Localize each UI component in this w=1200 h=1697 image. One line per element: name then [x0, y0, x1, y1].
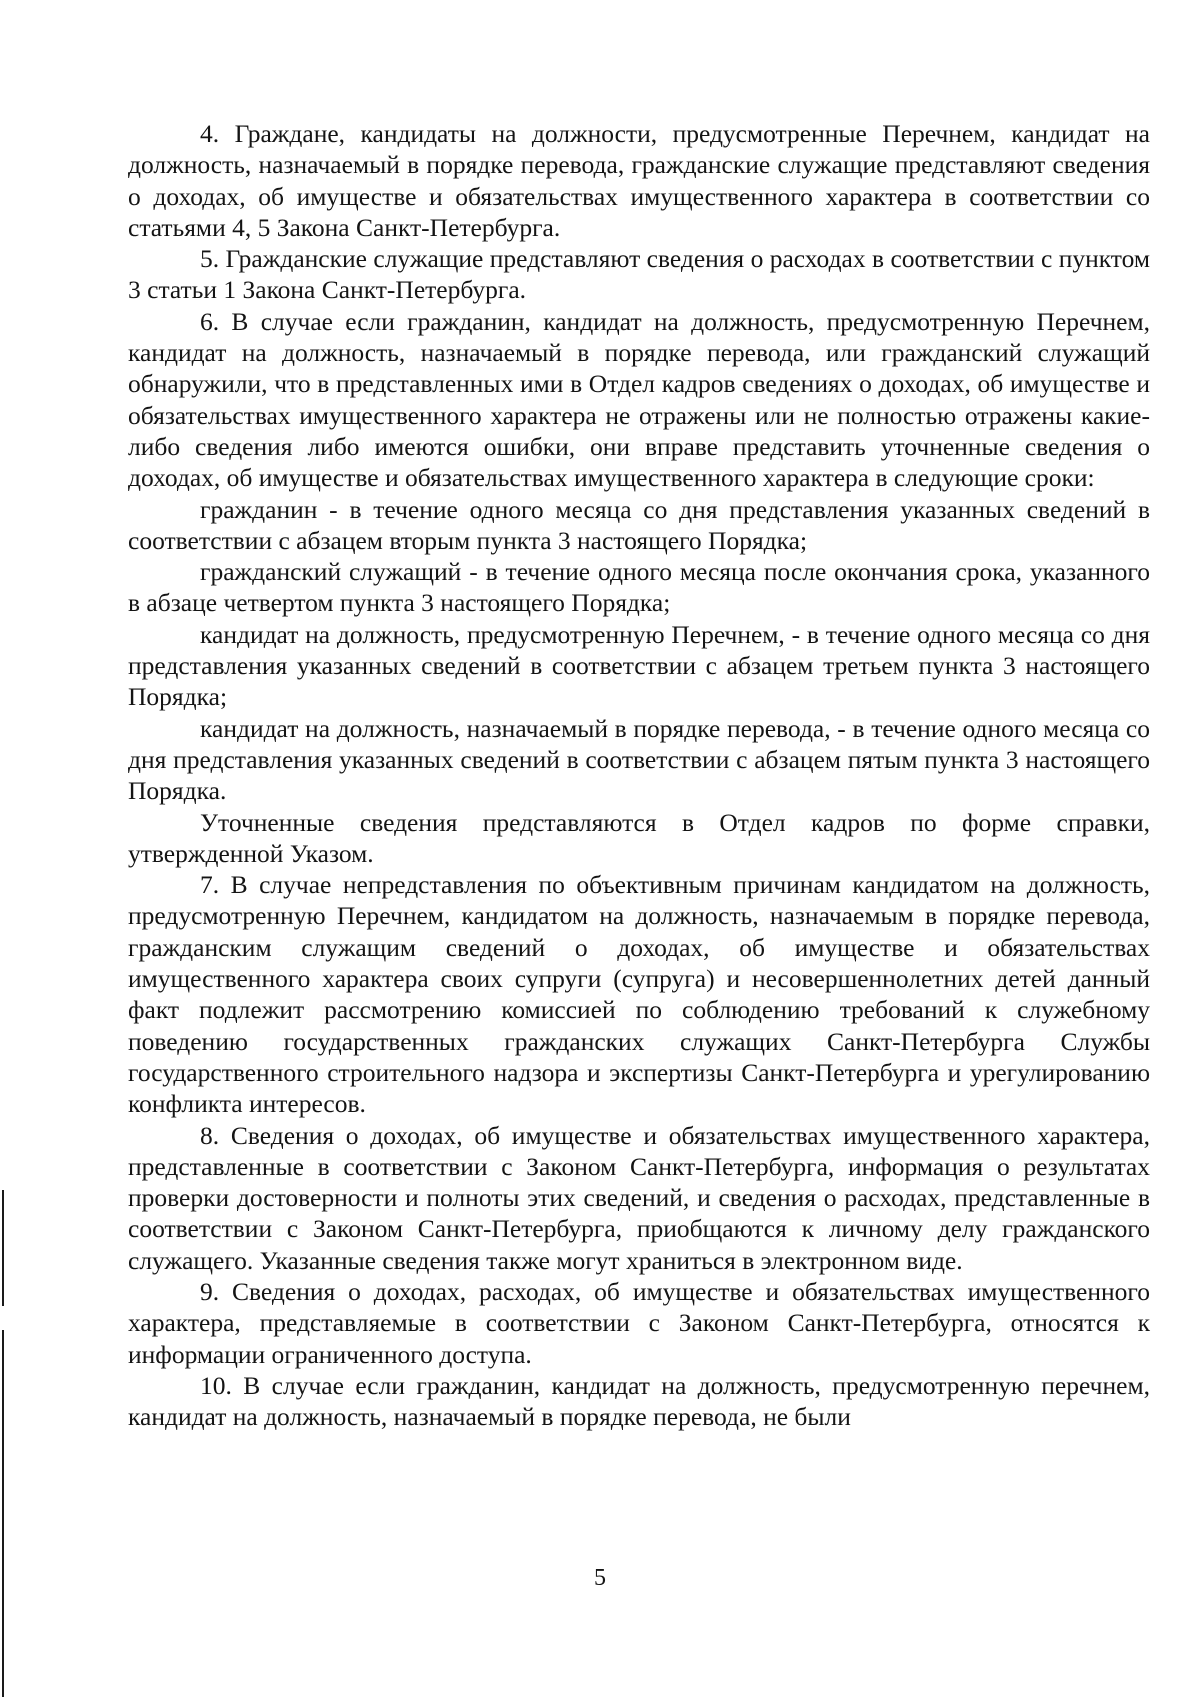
paragraph-5: 5. Гражданские служащие представляют сведения о расходах в соответствии с пунктом 3 статьи 1 Закона Санкт-Петербурга.	[128, 244, 1150, 305]
paragraph-6-transfer-candidate: кандидат на должность, назначаемый в порядке перевода, - в течение одного месяца со дня представления указанных сведений в соответствии с абзацем пятым пункта 3 настоящего Порядка.	[128, 713, 1150, 806]
paragraph-9: 9. Сведения о доходах, расходах, об имуществе и обязательствах имущественного характера, представляемые в соответствии с Законом Санкт-Петербурга, относятся к информации ограниченного доступа.	[128, 1276, 1150, 1369]
scan-edge-line	[2, 1190, 4, 1306]
paragraph-6-civil-servant: гражданский служащий - в течение одного месяца после окончания срока, указанного в абзаце четвертом пункта 3 настоящего Порядка;	[128, 557, 1150, 618]
paragraph-6: 6. В случае если гражданин, кандидат на должность, предусмотренную Перечнем, кандидат на должность, назначаемый в порядке перевода, или гражданский служащий обнаружили, что в представленных ими в Отдел кадров сведениях о доходах, об имуществе и обязательствах имущественного характера не отражены или не полностью отражены какие-либо сведения либо имеются ошибки, они вправе представить уточненные сведения о доходах, об имуществе и обязательствах имущественного характера в следующие сроки:	[128, 306, 1150, 493]
paragraph-8: 8. Сведения о доходах, об имуществе и обязательствах имущественного характера, представленные в соответствии с Законом Санкт-Петербурга, информация о результатах проверки достоверности и полноты этих сведений, и сведения о расходах, представленные в соответствии с Законом Санкт-Петербурга, приобщаются к личному делу гражданского служащего. Указанные сведения также могут храниться в электронном виде.	[128, 1120, 1150, 1275]
paragraph-4: 4. Граждане, кандидаты на должности, предусмотренные Перечнем, кандидат на должность, назначаемый в порядке перевода, гражданские служащие представляют сведения о доходах, об имуществе и обязательствах имущественного характера в соответствии со статьями 4, 5 Закона Санкт-Петербурга.	[128, 119, 1150, 242]
scan-edge-line	[2, 1330, 4, 1697]
document-body	[128, 118, 1150, 1432]
paragraph-6-clarified-info: Уточненные сведения представляются в Отдел кадров по форме справки, утвержденной Указом.	[128, 807, 1150, 868]
paragraph-7: 7. В случае непредставления по объективным причинам кандидатом на должность, предусмотренную Перечнем, кандидатом на должность, назначаемым в порядке перевода, гражданским служащим сведений о доходах, об имуществе и обязательствах имущественного характера своих супруги (супруга) и несовершеннолетних детей данный факт подлежит рассмотрению комиссией по соблюдению требований к служебному поведению государственных гражданских служащих Санкт-Петербурга Службы государственного строительного надзора и экспертизы Санкт-Петербурга и урегулированию конфликта интересов.	[128, 870, 1150, 1119]
page-number: 5	[594, 1565, 606, 1591]
paragraph-10: 10. В случае если гражданин, кандидат на должность, предусмотренную перечнем, кандидат на должность, назначаемый в порядке перевода, не были	[128, 1370, 1150, 1432]
paragraph-6-citizen: гражданин - в течение одного месяца со дня представления указанных сведений в соответствии с абзацем вторым пункта 3 настоящего Порядка;	[128, 494, 1150, 555]
paragraph-6-candidate: кандидат на должность, предусмотренную Перечнем, - в течение одного месяца со дня представления указанных сведений в соответствии с абзацем третьем пункта 3 настоящего Порядка;	[128, 619, 1150, 712]
